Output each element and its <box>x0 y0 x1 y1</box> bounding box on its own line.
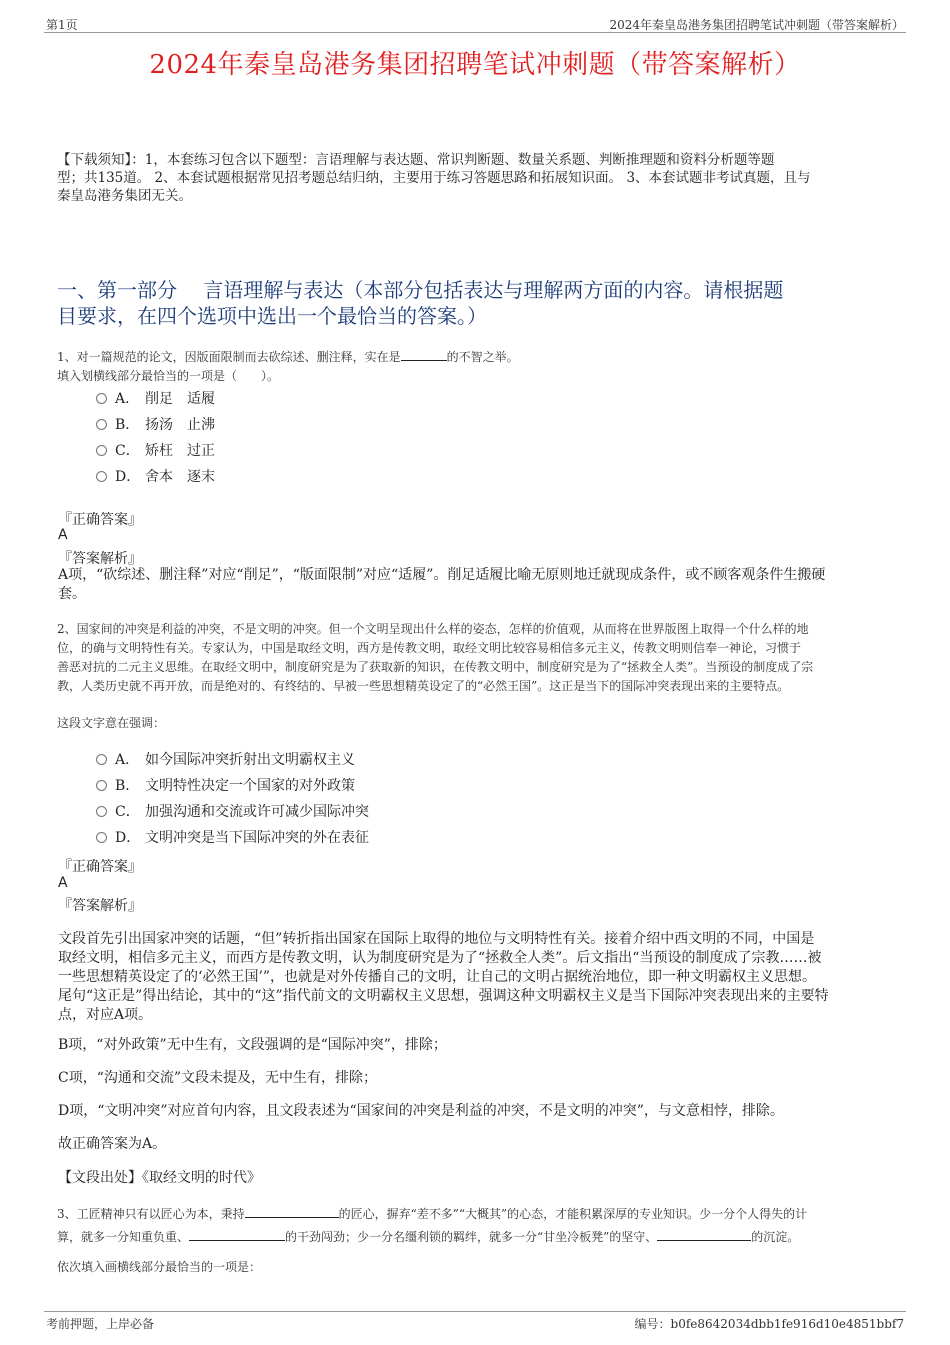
q2-conclusion: 故正确答案为A。 <box>58 1136 167 1152</box>
stem-text: 的不智之举。 <box>446 350 519 364</box>
question-prompt: 填入划横线部分最恰当的一项是（ ）。 <box>57 369 280 383</box>
footer-rule <box>44 1311 906 1312</box>
answer-blank <box>401 360 447 361</box>
q1-option-b[interactable] <box>96 413 215 435</box>
radio-button-icon[interactable] <box>96 419 107 430</box>
option-text: 文明冲突是当下国际冲突的外在表征 <box>145 830 369 846</box>
question-2-stem <box>57 620 897 696</box>
stem-text: 3、工匠精神只有以匠心为本，秉持 <box>57 1207 245 1221</box>
question-prompt: 这段文字意在强调： <box>57 716 166 730</box>
explanation-line: 一些思想精英设定了的‘必然王国’”，也就是对外传播自己的文明，让自己的文明占据统治地位，即一种文明霸权主义思想。 <box>58 969 817 985</box>
option-letter: C． <box>115 804 140 820</box>
answer-blank <box>657 1240 751 1241</box>
q1-option-c[interactable] <box>96 439 215 461</box>
q2-option-c[interactable] <box>96 800 369 822</box>
radio-button-icon[interactable] <box>96 832 107 843</box>
q1-explanation <box>58 566 898 604</box>
notice-line: 【下载须知】：1，本套练习包含以下题型：言语理解与表达题、常识判断题、数量关系题、判断推理题和资料分析题等题 <box>57 152 775 168</box>
explanation-line: A项，“砍综述、删注释”对应“削足”，“版面限制”对应“适履”。削足适履比喻无原则地迁就现成条件，或不顾客观条件生搬硬 <box>58 567 826 583</box>
radio-button-icon[interactable] <box>96 471 107 482</box>
stem-text: 的匠心，摒弃“差不多”“大概其”的心态，才能积累深厚的专业知识。少一分个人得失的计 <box>338 1207 808 1221</box>
option-text: 削足 适履 <box>145 391 215 407</box>
option-letter: C． <box>115 443 140 459</box>
q2-explanation-c: C项，“沟通和交流”文段未提及，无中生有，排除； <box>58 1070 378 1086</box>
question-1-stem <box>57 348 897 386</box>
section-heading-line: 一、第一部分 言语理解与表达（本部分包括表达与理解两方面的内容。请根据题 <box>57 278 784 302</box>
explanation-line: 取经文明，相信多元主义，而西方是传教文明，认为制度研究是为了“拯救全人类”。后文指出“当预设的制度成了宗教……被 <box>58 950 822 966</box>
option-letter: B． <box>115 778 140 794</box>
option-text: 如今国际冲突折射出文明霸权主义 <box>145 752 355 768</box>
option-text: 舍本 逐末 <box>145 469 215 485</box>
stem-line: 位，的确与文明特性有关。专家认为，中国是取经文明，西方是传教文明，取经文明比较容易相信多元主义，传教文明则信奉一神论，习惯于 <box>57 641 802 655</box>
header-rule <box>44 32 906 33</box>
option-letter: A． <box>115 752 140 768</box>
explanation-label: 『答案解析』 <box>58 551 142 567</box>
radio-button-icon[interactable] <box>96 806 107 817</box>
explanation-line: 点，对应A项。 <box>58 1007 153 1023</box>
radio-button-icon[interactable] <box>96 393 107 404</box>
option-text: 加强沟通和交流或许可减少国际冲突 <box>145 804 369 820</box>
option-letter: D． <box>115 469 141 485</box>
option-letter: A． <box>115 391 140 407</box>
explanation-label: 『答案解析』 <box>58 898 142 914</box>
q2-option-d[interactable] <box>96 826 369 848</box>
radio-button-icon[interactable] <box>96 445 107 456</box>
option-text: 矫枉 过正 <box>145 443 215 459</box>
stem-text: 的干劲闯劲；少一分名缰利锁的羁绊，就多一分“甘坐冷板凳”的坚守、 <box>285 1230 658 1244</box>
notice-line: 型；共135道。 2、本套试题根据常见招考题总结归纳，主要用于练习答题思路和拓展知识面。 3、本套试题非考试真题，且与 <box>57 170 811 186</box>
explanation-line: 尾句“这正是”得出结论，其中的“这”指代前文的文明霸权主义思想，强调这种文明霸权主义是当下国际冲突表现出来的主要特 <box>58 988 829 1004</box>
stem-text: 1、对一篇规范的论文，因版面限制而去砍综述、删注释，实在是 <box>57 350 401 364</box>
answer-blank <box>245 1217 339 1218</box>
q1-option-d[interactable] <box>96 465 215 487</box>
notice-line: 秦皇岛港务集团无关。 <box>57 188 192 204</box>
correct-answer: A <box>58 527 68 543</box>
q2-option-b[interactable] <box>96 774 355 796</box>
option-letter: D． <box>115 830 141 846</box>
stem-line: 善恶对抗的二元主义思维。在取经文明中，制度研究是为了获取新的知识，在传教文明中，制度研究是为了“拯救全人类”。当预设的制度成了宗 <box>57 660 814 674</box>
correct-answer: A <box>58 875 68 891</box>
option-letter: B． <box>115 417 140 433</box>
radio-button-icon[interactable] <box>96 780 107 791</box>
correct-answer-label: 『正确答案』 <box>58 512 142 528</box>
stem-text: 算，就多一分知重负重、 <box>57 1230 190 1244</box>
page-number: 第1页 <box>46 18 78 32</box>
q2-explanation-b: B项，“对外政策”无中生有，文段强调的是“国际冲突”，排除； <box>58 1037 447 1053</box>
section-heading-line: 目要求，在四个选项中选出一个最恰当的答案。） <box>57 304 487 328</box>
section-heading <box>57 277 897 329</box>
footer-slogan: 考前押题，上岸必备 <box>46 1317 155 1331</box>
question-prompt: 依次填入画横线部分最恰当的一项是： <box>57 1260 262 1274</box>
stem-text: 的沉淀。 <box>751 1230 800 1244</box>
q2-explanation-d: D项，“文明冲突”对应首句内容，且文段表述为“国家间的冲突是利益的冲突，不是文明的冲突”，与文意相悖，排除。 <box>58 1103 784 1119</box>
document-title: 2024年秦皇岛港务集团招聘笔试冲刺题（带答案解析） <box>149 50 801 80</box>
option-text: 文明特性决定一个国家的对外政策 <box>145 778 355 794</box>
download-notice <box>57 151 897 205</box>
stem-line: 2、国家间的冲突是利益的冲突，不是文明的冲突。但一个文明呈现出什么样的姿态，怎样的价值观，从而将在世界版图上取得一个什么样的地 <box>57 622 809 636</box>
option-text: 扬汤 止沸 <box>145 417 215 433</box>
q2-source: 【文段出处】《取经文明的时代》 <box>58 1170 261 1186</box>
correct-answer-label: 『正确答案』 <box>58 859 142 875</box>
stem-line: 教，人类历史就不再开放，而是绝对的、有终结的、早被一些思想精英设定了的“必然王国”。这正是当下的国际冲突表现出来的主要特点。 <box>57 679 790 693</box>
explanation-line: 套。 <box>58 586 86 602</box>
radio-button-icon[interactable] <box>96 754 107 765</box>
explanation-line: 文段首先引出国家冲突的话题，“但”转折指出国家在国际上取得的地位与文明特性有关。接着介绍中西文明的不同，中国是 <box>58 931 815 947</box>
running-header-title: 2024年秦皇岛港务集团招聘笔试冲刺题（带答案解析） <box>609 18 904 32</box>
document-code: 编号：b0fe8642034dbb1fe916d10e4851bbf7 <box>634 1317 904 1331</box>
question-3-stem <box>57 1205 897 1247</box>
q2-option-a[interactable] <box>96 748 355 770</box>
q2-explanation-main <box>58 930 898 1025</box>
q1-option-a[interactable] <box>96 387 215 409</box>
answer-blank <box>189 1240 285 1241</box>
